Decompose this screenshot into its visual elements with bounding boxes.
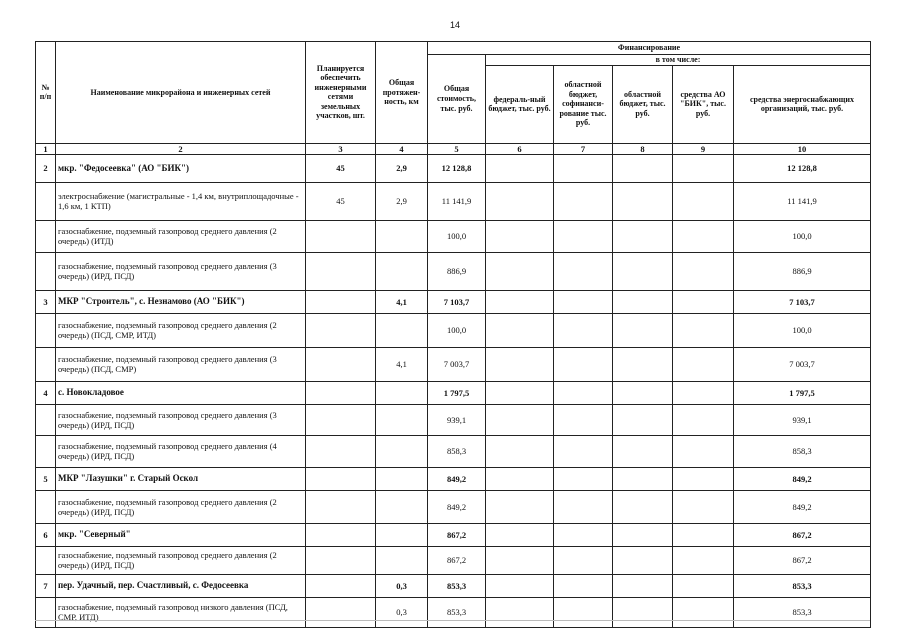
row-name: газоснабжение, подземный газопровод среднего давления (4 очередь) (ИРД, ПСД) (56, 435, 306, 467)
row-federal (486, 154, 554, 182)
table-row (36, 523, 871, 546)
row-name: газоснабжение, подземный газопровод среднего давления (2 очередь) (ИТД) (56, 220, 306, 252)
row-plots (306, 404, 376, 435)
row-regional (613, 154, 673, 182)
row-regional-cofin (554, 597, 613, 627)
row-length (376, 313, 428, 347)
row-regional-cofin (554, 347, 613, 381)
row-federal (486, 182, 554, 220)
column-number: 8 (613, 143, 673, 154)
row-bik (673, 381, 734, 404)
row-plots (306, 597, 376, 627)
row-name: МКР "Строитель", с. Незнамово (АО "БИК") (56, 290, 306, 313)
row-name: газоснабжение, подземный газопровод среднего давления (3 очередь) (ПСД, СМР) (56, 347, 306, 381)
row-bik (673, 523, 734, 546)
row-energy: 886,9 (734, 252, 871, 290)
row-bik (673, 252, 734, 290)
row-number (36, 435, 56, 467)
row-number (36, 546, 56, 574)
row-number: 4 (36, 381, 56, 404)
row-length: 0,3 (376, 574, 428, 597)
column-number: 7 (554, 143, 613, 154)
row-total: 867,2 (428, 523, 486, 546)
row-regional (613, 467, 673, 490)
row-plots (306, 467, 376, 490)
row-bik (673, 290, 734, 313)
row-number: 3 (36, 290, 56, 313)
page-edge-line (35, 620, 870, 621)
row-total: 886,9 (428, 252, 486, 290)
table-row (36, 435, 871, 467)
row-regional-cofin (554, 182, 613, 220)
row-regional (613, 220, 673, 252)
row-total: 7 003,7 (428, 347, 486, 381)
row-regional (613, 404, 673, 435)
column-number: 4 (376, 143, 428, 154)
column-number: 6 (486, 143, 554, 154)
table-row (36, 467, 871, 490)
row-name: газоснабжение, подземный газопровод среднего давления (3 очередь) (ИРД, ПСД) (56, 252, 306, 290)
row-total: 100,0 (428, 220, 486, 252)
row-bik (673, 435, 734, 467)
row-regional-cofin (554, 404, 613, 435)
row-regional-cofin (554, 220, 613, 252)
row-bik (673, 574, 734, 597)
row-regional (613, 313, 673, 347)
table-row (36, 252, 871, 290)
row-total: 939,1 (428, 404, 486, 435)
table-row (36, 220, 871, 252)
row-regional-cofin (554, 154, 613, 182)
table-row (36, 290, 871, 313)
row-name: МКР "Лазушки" г. Старый Оскол (56, 467, 306, 490)
column-number: 1 (36, 143, 56, 154)
row-regional (613, 546, 673, 574)
table-row (36, 574, 871, 597)
row-federal (486, 467, 554, 490)
row-length (376, 467, 428, 490)
row-regional-cofin (554, 490, 613, 523)
row-federal (486, 574, 554, 597)
row-regional (613, 290, 673, 313)
row-number (36, 347, 56, 381)
header-including: в том числе: (486, 55, 871, 66)
row-regional (613, 381, 673, 404)
row-name: мкр. "Северный" (56, 523, 306, 546)
row-regional-cofin (554, 313, 613, 347)
row-length: 2,9 (376, 154, 428, 182)
table-row (36, 154, 871, 182)
row-energy: 858,3 (734, 435, 871, 467)
row-plots (306, 252, 376, 290)
row-bik (673, 313, 734, 347)
row-name: газоснабжение, подземный газопровод низкого давления (ПСД, СМР, ИТД) (56, 597, 306, 627)
row-length (376, 252, 428, 290)
row-plots (306, 220, 376, 252)
row-name: пер. Удачный, пер. Счастливый, с. Федосеевка (56, 574, 306, 597)
row-total: 7 103,7 (428, 290, 486, 313)
row-length: 0,3 (376, 597, 428, 627)
row-plots (306, 574, 376, 597)
row-federal (486, 347, 554, 381)
row-energy: 867,2 (734, 523, 871, 546)
row-plots: 45 (306, 154, 376, 182)
table-row (36, 597, 871, 627)
row-length (376, 435, 428, 467)
row-bik (673, 182, 734, 220)
row-regional (613, 252, 673, 290)
row-energy: 853,3 (734, 574, 871, 597)
row-length (376, 490, 428, 523)
row-number: 2 (36, 154, 56, 182)
row-federal (486, 252, 554, 290)
row-energy: 11 141,9 (734, 182, 871, 220)
row-length (376, 404, 428, 435)
row-plots (306, 381, 376, 404)
row-federal (486, 290, 554, 313)
row-plots: 45 (306, 182, 376, 220)
row-name: с. Новокладовое (56, 381, 306, 404)
row-total: 858,3 (428, 435, 486, 467)
row-total: 853,3 (428, 574, 486, 597)
row-number: 5 (36, 467, 56, 490)
row-regional-cofin (554, 435, 613, 467)
row-number (36, 313, 56, 347)
header-length: Общая протяжен-ность, км (376, 42, 428, 144)
row-federal (486, 546, 554, 574)
row-plots (306, 490, 376, 523)
row-total: 1 797,5 (428, 381, 486, 404)
header-total: Общая стоимость, тыс. руб. (428, 55, 486, 144)
header-regional: областной бюджет, тыс. руб. (613, 65, 673, 143)
row-regional (613, 490, 673, 523)
row-energy: 939,1 (734, 404, 871, 435)
row-number: 6 (36, 523, 56, 546)
row-energy: 867,2 (734, 546, 871, 574)
table-header (36, 42, 871, 155)
row-length: 2,9 (376, 182, 428, 220)
table-row (36, 546, 871, 574)
row-regional (613, 435, 673, 467)
row-plots (306, 347, 376, 381)
row-name: электроснабжение (магистральные - 1,4 км, внутриплощадочные - 1,6 км, 1 КТП) (56, 182, 306, 220)
row-federal (486, 313, 554, 347)
column-number: 10 (734, 143, 871, 154)
table-row (36, 490, 871, 523)
row-bik (673, 546, 734, 574)
row-length (376, 546, 428, 574)
row-bik (673, 404, 734, 435)
row-regional-cofin (554, 381, 613, 404)
row-number (36, 220, 56, 252)
column-number: 3 (306, 143, 376, 154)
row-name: газоснабжение, подземный газопровод среднего давления (3 очередь) (ИРД, ПСД) (56, 404, 306, 435)
row-plots (306, 290, 376, 313)
header-plots: Планируется обеспечить инженерными сетями земельных участков, шт. (306, 42, 376, 144)
row-name: газоснабжение, подземный газопровод среднего давления (2 очередь) (ИРД, ПСД) (56, 490, 306, 523)
header-financing: Финансирование (428, 42, 871, 55)
row-number: 7 (36, 574, 56, 597)
row-plots (306, 313, 376, 347)
header-energy: средства энергоснабжающих организаций, тыс. руб. (734, 65, 871, 143)
table-row (36, 381, 871, 404)
row-plots (306, 435, 376, 467)
row-total: 100,0 (428, 313, 486, 347)
table-row (36, 313, 871, 347)
column-number-row (36, 143, 871, 154)
row-total: 849,2 (428, 467, 486, 490)
row-total: 12 128,8 (428, 154, 486, 182)
row-federal (486, 597, 554, 627)
row-total: 867,2 (428, 546, 486, 574)
table-row (36, 404, 871, 435)
table-row (36, 347, 871, 381)
row-plots (306, 523, 376, 546)
row-federal (486, 523, 554, 546)
column-number: 5 (428, 143, 486, 154)
header-name: Наименование микрорайона и инженерных сетей (56, 42, 306, 144)
row-energy: 1 797,5 (734, 381, 871, 404)
row-plots (306, 546, 376, 574)
table-row (36, 182, 871, 220)
row-energy: 7 003,7 (734, 347, 871, 381)
row-name: газоснабжение, подземный газопровод среднего давления (2 очередь) (ПСД, СМР, ИТД) (56, 313, 306, 347)
row-energy: 7 103,7 (734, 290, 871, 313)
row-regional-cofin (554, 523, 613, 546)
row-bik (673, 347, 734, 381)
row-federal (486, 435, 554, 467)
row-length (376, 381, 428, 404)
header-federal: федераль-ный бюджет, тыс. руб. (486, 65, 554, 143)
row-regional-cofin (554, 467, 613, 490)
row-energy: 849,2 (734, 490, 871, 523)
header-regional-cofin: областной бюджет, софинанси-рование тыс. руб. (554, 65, 613, 143)
page-number: 14 (449, 20, 460, 30)
row-total: 853,3 (428, 597, 486, 627)
header-bik: средства АО "БИК", тыс. руб. (673, 65, 734, 143)
row-total: 849,2 (428, 490, 486, 523)
row-energy: 849,2 (734, 467, 871, 490)
row-regional (613, 574, 673, 597)
financing-table (35, 41, 871, 628)
row-number (36, 597, 56, 627)
column-number: 2 (56, 143, 306, 154)
row-energy: 853,3 (734, 597, 871, 627)
row-bik (673, 154, 734, 182)
row-energy: 12 128,8 (734, 154, 871, 182)
row-federal (486, 220, 554, 252)
row-bik (673, 220, 734, 252)
row-federal (486, 490, 554, 523)
row-number (36, 252, 56, 290)
table-body (36, 154, 871, 627)
row-regional (613, 597, 673, 627)
row-bik (673, 597, 734, 627)
row-regional-cofin (554, 290, 613, 313)
row-regional (613, 523, 673, 546)
row-length (376, 220, 428, 252)
row-number (36, 490, 56, 523)
row-name: мкр. "Федосеевка" (АО "БИК") (56, 154, 306, 182)
row-number (36, 404, 56, 435)
row-length: 4,1 (376, 290, 428, 313)
row-name: газоснабжение, подземный газопровод среднего давления (2 очередь) (ИРД, ПСД) (56, 546, 306, 574)
row-regional-cofin (554, 574, 613, 597)
row-regional-cofin (554, 546, 613, 574)
header-num: № п/п (36, 42, 56, 144)
row-length: 4,1 (376, 347, 428, 381)
row-federal (486, 404, 554, 435)
row-length (376, 523, 428, 546)
column-number: 9 (673, 143, 734, 154)
row-number (36, 182, 56, 220)
row-total: 11 141,9 (428, 182, 486, 220)
row-bik (673, 467, 734, 490)
row-regional (613, 347, 673, 381)
row-federal (486, 381, 554, 404)
row-regional-cofin (554, 252, 613, 290)
row-energy: 100,0 (734, 220, 871, 252)
row-energy: 100,0 (734, 313, 871, 347)
row-regional (613, 182, 673, 220)
row-bik (673, 490, 734, 523)
